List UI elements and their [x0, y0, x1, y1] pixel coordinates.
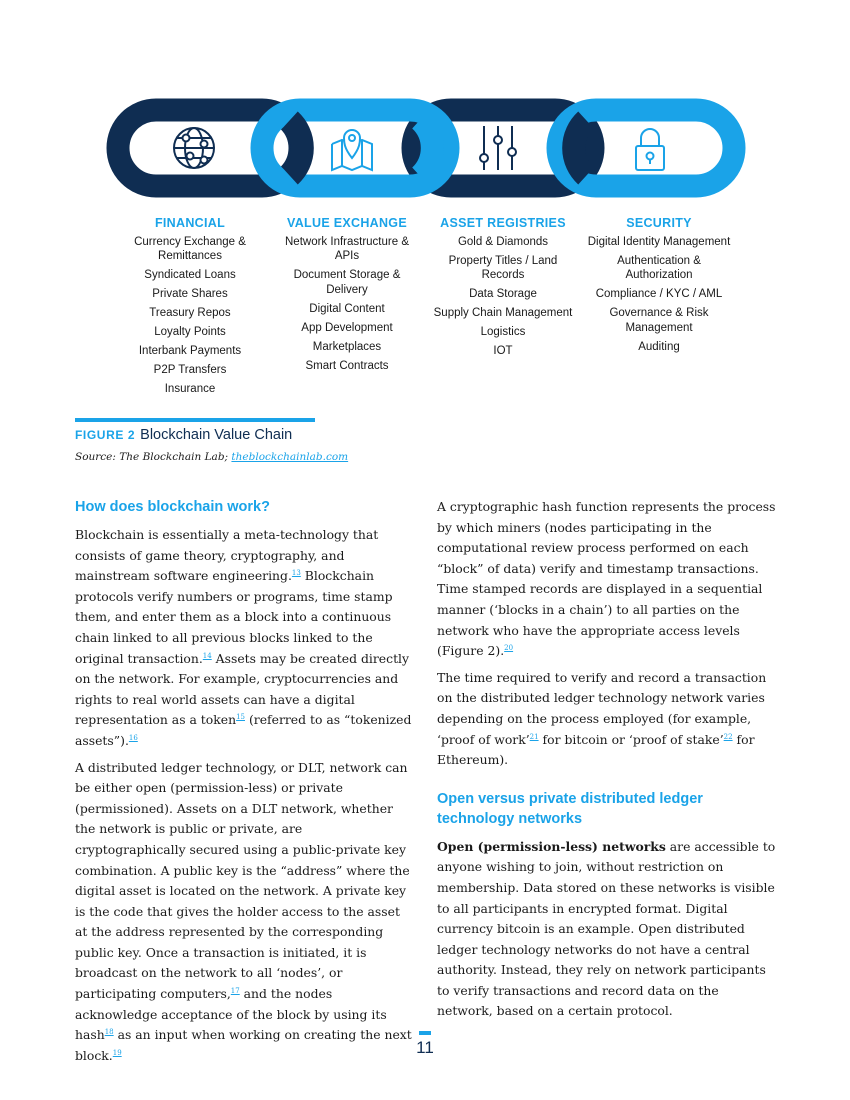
- right-column: [437, 497, 777, 1028]
- category-item: P2P Transfers: [153, 364, 227, 376]
- body-paragraph: Open (permission-less) networks are accessible to anyone wishing to join, without restriction on membership. Data stored on these networks is visible to all participants in encrypted format. Digital currency bitcoin is an example. Open distributed ledger technology networks do not have a central authority. Instead, they rely on network participants to verify transactions and record data on the network, based on a certain protocol.: [437, 838, 776, 1019]
- footnote-link[interactable]: 14: [202, 651, 212, 660]
- category-item: Logistics: [480, 326, 526, 338]
- figure-title: Blockchain Value Chain: [140, 427, 293, 443]
- category-item: Smart Contracts: [305, 359, 389, 372]
- category-item: Supply Chain Management: [433, 307, 573, 319]
- category-item: Digital Identity Management: [587, 235, 731, 248]
- category-item: Compliance / KYC / AML: [595, 288, 723, 300]
- section-heading: Open versus private distributed ledger technology networks: [437, 790, 703, 827]
- footnote-link[interactable]: 22: [723, 732, 733, 741]
- category-title: VALUE EXCHANGE: [287, 216, 407, 230]
- figure-divider: [75, 418, 315, 422]
- category-item: Loyalty Points: [154, 326, 226, 338]
- category-title: ASSET REGISTRIES: [440, 216, 566, 230]
- lock-icon: [636, 129, 664, 170]
- category-item: Network Infrastructure & APIs: [285, 235, 409, 262]
- category-item: Interbank Payments: [138, 345, 242, 357]
- footnote-link[interactable]: 13: [291, 569, 301, 578]
- category-title: FINANCIAL: [154, 216, 226, 230]
- footnote-link[interactable]: 20: [504, 644, 514, 653]
- figure-source: [75, 451, 348, 463]
- category-title: SECURITY: [626, 216, 692, 230]
- category-item: Data Storage: [469, 288, 537, 300]
- category-item: App Development: [301, 321, 393, 334]
- category-item: Gold & Diamonds: [457, 235, 549, 248]
- left-column: [75, 497, 413, 1072]
- category-item: Auditing: [638, 340, 680, 353]
- figure-source-text: Source: The Blockchain Lab;: [75, 451, 232, 463]
- body-paragraph: A distributed ledger technology, or DLT, network can be either open (permission-less) or private (permissioned). Assets on a DLT network, whether the network is public or private, are cryptographically secured using a public-private key combination. A public key is the “address” where the digital asset is located on the network. A private key is the code that gives the holder access to the asset at the address represented by the corresponding public key. Once a transaction is initiated, it is broadcast on the network to all ‘nodes’, or participating computers,$^{17}$ and the nodes acknowledge acceptance of the block by using its hash$^{18}$ as an input when working on creating the next block.$^{19}$: [75, 759, 412, 1063]
- category-item: Syndicated Loans: [144, 269, 236, 281]
- page-number: 11: [416, 1038, 434, 1057]
- sliders-icon: [480, 126, 516, 170]
- category-item: Property Titles / Land Records: [448, 254, 558, 281]
- footnote-link[interactable]: 19: [112, 1048, 122, 1057]
- globe-network-icon: [174, 128, 214, 168]
- bold-term: Open (permission-less) networks: [437, 838, 666, 854]
- category-value-exchange: [272, 216, 422, 378]
- category-item: Insurance: [164, 383, 216, 395]
- category-item: Marketplaces: [312, 340, 382, 353]
- category-item: Private Shares: [152, 288, 228, 300]
- category-item: Treasury Repos: [149, 307, 231, 319]
- category-item: Authentication & Authorization: [617, 254, 701, 281]
- footnote-link[interactable]: 16: [128, 733, 138, 742]
- figure-source-link[interactable]: theblockchainlab.com: [231, 451, 349, 463]
- figure-label: FIGURE 2: [75, 428, 136, 442]
- category-item: Document Storage & Delivery: [293, 269, 401, 296]
- category-financial: [115, 216, 265, 401]
- footnote-link[interactable]: 15: [236, 713, 245, 722]
- section-heading: How does blockchain work?: [75, 499, 270, 515]
- page-number-marker: [419, 1031, 431, 1035]
- figure-caption: [75, 427, 292, 443]
- category-security: [584, 216, 734, 359]
- category-asset-registries: [428, 216, 578, 363]
- category-item: Governance & Risk Management: [609, 307, 709, 334]
- category-item: Currency Exchange & Remittances: [134, 235, 246, 262]
- body-paragraph: The time required to verify and record a transaction on the distributed ledger technology network varies depending on the process employed (for example, ‘proof of work’$^{21}$ for bitcoin or ‘proof of stake’$^{22}$ for Ethereum).: [437, 669, 767, 768]
- footnote-link[interactable]: 21: [529, 732, 539, 741]
- footnote-link[interactable]: 18: [104, 1028, 114, 1037]
- blockchain-chain-graphic: [0, 0, 850, 215]
- footnote-link[interactable]: 17: [230, 987, 240, 996]
- body-paragraph: A cryptographic hash function represents the process by which miners (nodes participating in the computational review process performed on each “block” of data) verify and timestamp transactions. Time stamped records are displayed in a sequential manner (‘blocks in a chain’) to all parties on the network who have the appropriate access levels (Figure 2).$^{20}$: [437, 499, 776, 659]
- body-paragraph: Blockchain is essentially a meta-technology that consists of game theory, cryptography, and mainstream software engineering.$^{13}$ Blockchain protocols verify numbers or programs, time stamp them, and enter them as a block into a continuous chain linked to all previous blocks linked to the original transaction.$^{14}$ Assets may be created directly on the network. For example, cryptocurrencies and rights to real world assets can have a digital representation as a token$^{15}$ (referred to as “tokenized assets”).$^{16}$: [75, 527, 412, 748]
- category-item: IOT: [493, 345, 513, 357]
- category-item: Digital Content: [309, 302, 385, 315]
- map-pin-icon: [332, 130, 372, 170]
